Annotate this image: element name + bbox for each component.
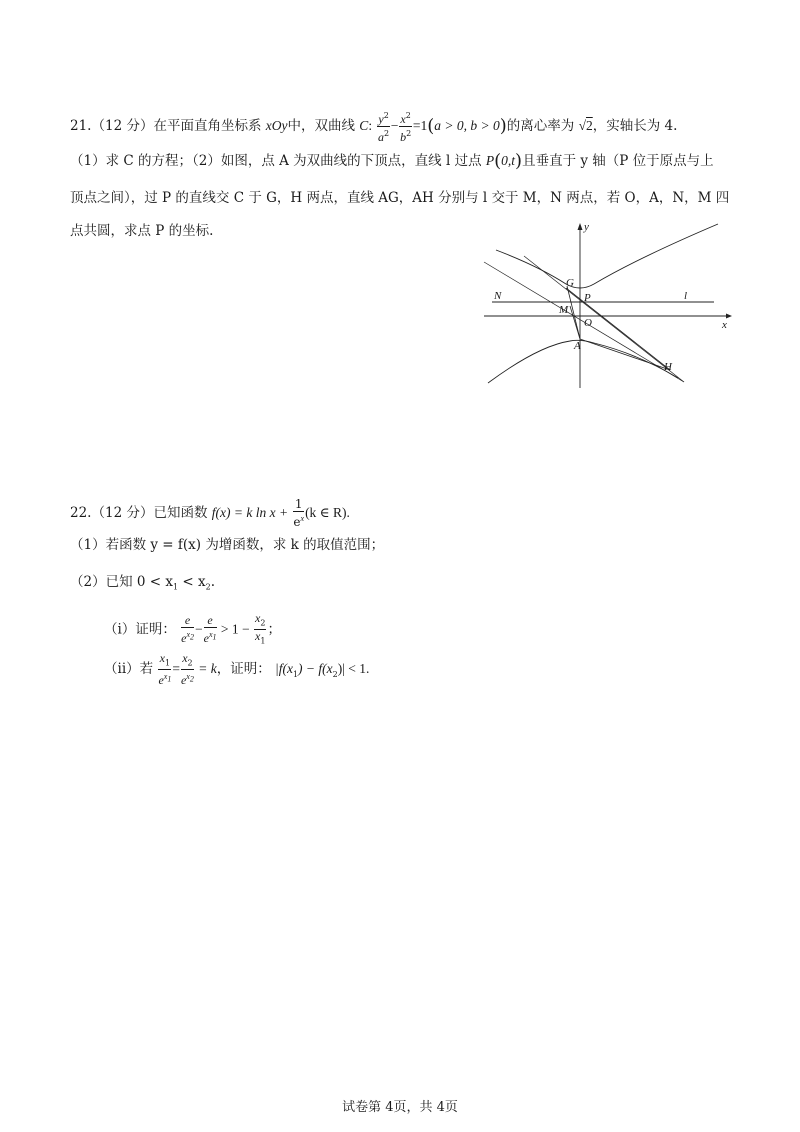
line-GH (566, 288, 670, 370)
label-H: H (664, 361, 672, 373)
q22-sub2: （ii）若 $\frac{x_1}{e^{x_1}}$ = $\frac{x_2}{e^{x_2}}$ = k，证明： $|f(x_1) - f(x_2)| < 1$. (104, 651, 370, 688)
q21-line2: （1）求 C 的方程；（2）如图，点 A 为双曲线的下顶点，直线 l 过点 P(0,t)且垂直于 y 轴（P 位于原点与上 (70, 150, 714, 172)
label-O: O (584, 317, 592, 329)
q21-line1: 21.（12 分）在平面直角坐标系 xOy中，双曲线 C: $\frac{y^2}{a^2}$ − $\frac{x^2}{b^2}$ =1(a > 0, b > 0)的离心率为 √2，实轴长为 4. (70, 111, 678, 144)
label-x: x (722, 319, 727, 331)
label-y: y (584, 221, 589, 233)
label-G: G (566, 277, 574, 289)
label-A: A (574, 340, 581, 352)
line-AM (570, 306, 580, 339)
frac-y2-a2: $\frac{y^2}{a^2}$ (378, 111, 390, 144)
q22-part1: （1）若函数 y = f(x) 为增函数，求 k 的取值范围； (70, 537, 385, 553)
y-axis-arrow (578, 223, 583, 230)
frac-x2-ex2: $\frac{x_2}{e^{x_2}}$ (180, 651, 194, 688)
q22-part2: （2）已知 $0 < x_1 < x_2$. (70, 574, 215, 592)
asymptote-line-2 (524, 256, 684, 382)
q22-number: 22. (70, 505, 92, 521)
label-N: N (494, 290, 502, 302)
label-l: l (684, 290, 688, 302)
hyperbola-figure (478, 218, 740, 390)
q22-line1: 22.（12 分）已知函数 f(x) = k ln x + $\frac{1}{e^x}$ (k ∈ R). (70, 497, 350, 529)
hyperbola-upper-branch (496, 224, 718, 288)
q22-score: （12 分） (91, 505, 154, 521)
frac-x2-x1: $\frac{x_2}{x_1}$ (255, 611, 266, 646)
q21-line3: 顶点之间），过 P 的直线交 C 于 G，H 两点，直线 AG，AH 分别与 l 交于 M，N 两点，若 O，A，N，M 四 (70, 190, 730, 206)
page-footer: 试卷第 4页，共 4页 (342, 1100, 458, 1115)
sqrt-two: √2 (578, 118, 593, 133)
q22-sub1: （i）证明： $\frac{e}{e^{x_2}}$ − $\frac{e}{e^{x_1}}$ > 1 − $\frac{x_2}{x_1}$ ； (104, 611, 281, 646)
frac-1-over-ex: $\frac{1}{e^x}$ (293, 497, 305, 529)
q21-score: （12 分） (91, 118, 154, 134)
frac-x2-b2: $\frac{x^2}{b^2}$ (400, 111, 412, 144)
frac-e-ex1: $\frac{e}{e^{x_1}}$ (203, 613, 217, 646)
frac-x1-ex1: $\frac{x_1}{e^{x_1}}$ (158, 651, 172, 688)
q21-line4: 点共圆，求点 P 的坐标. (70, 223, 214, 239)
q21-number: 21. (70, 118, 92, 134)
line-AH (580, 339, 670, 370)
label-M: M (559, 304, 569, 316)
frac-e-ex2: $\frac{e}{e^{x_2}}$ (181, 613, 195, 646)
label-P: P (584, 292, 591, 304)
x-axis-arrow (726, 314, 732, 319)
